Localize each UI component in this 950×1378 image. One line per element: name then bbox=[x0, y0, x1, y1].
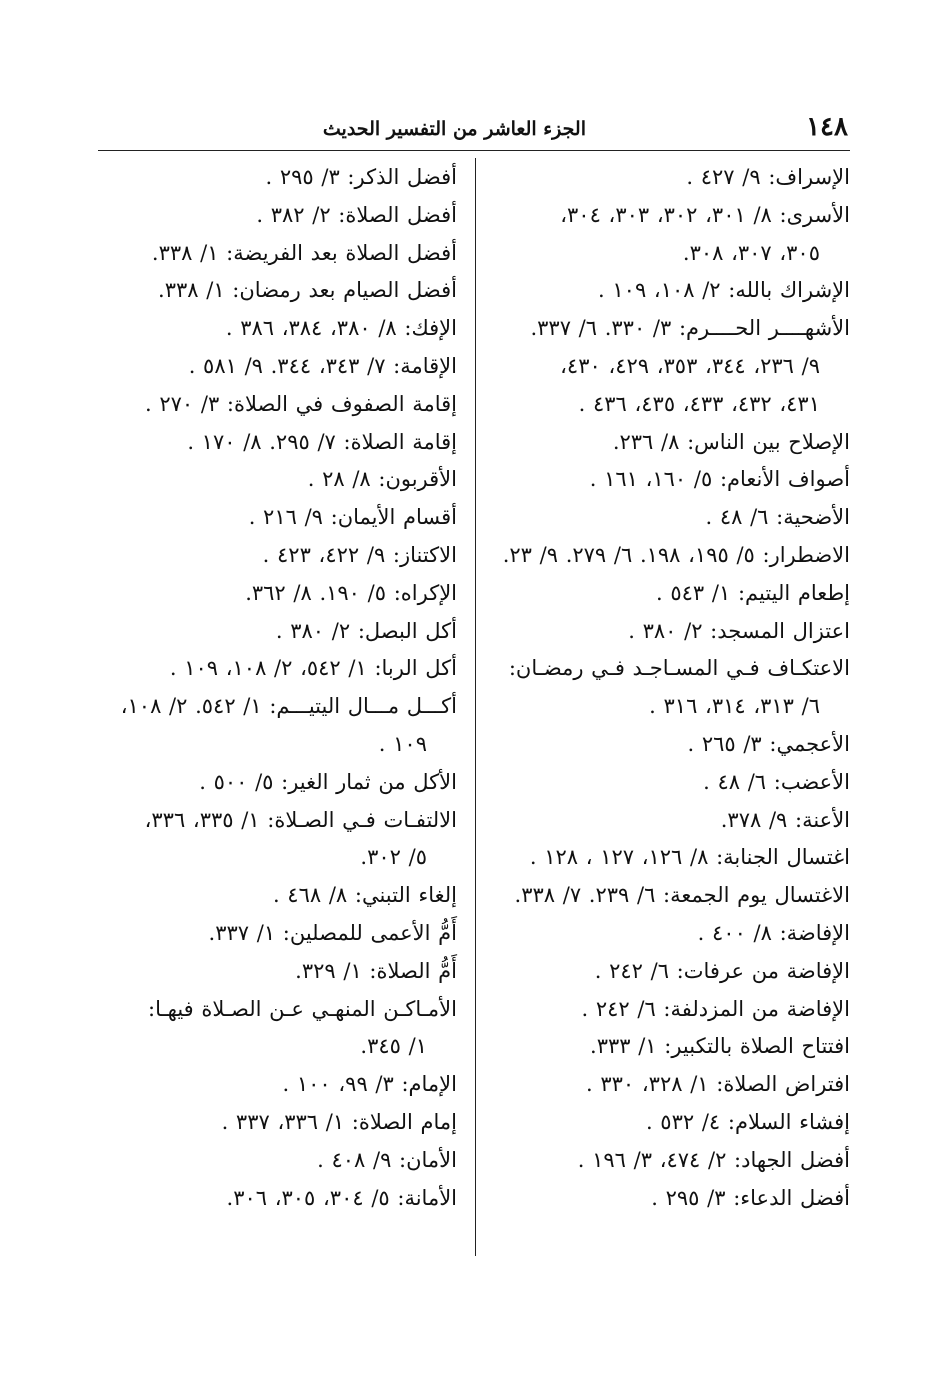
index-entry-line: الإفاضة من المزدلفة: ٦/ ٢٤٢ . bbox=[581, 996, 850, 1021]
index-entry-line: الأضحية: ٦/ ٤٨ . bbox=[705, 505, 850, 530]
index-entry-line: الأكل من ثمار الغير: ٥/ ٥٠٠ . bbox=[199, 769, 457, 794]
index-entry-line: الأمان: ٩/ ٤٠٨ . bbox=[317, 1147, 457, 1172]
index-entry-line: الاضطرار: ٥/ ١٩٥، ١٩٨. ٦/ ٢٧٩. ٩/ ٢٣. bbox=[502, 542, 850, 567]
index-entry-line: أكل البصل: ٢/ ٣٨٠ . bbox=[275, 618, 457, 643]
index-entry bbox=[95, 650, 457, 688]
index-entry bbox=[490, 197, 850, 273]
index-entry bbox=[490, 1142, 850, 1180]
page-header bbox=[98, 112, 848, 146]
index-entry-line: إلغاء التبني: ٨/ ٤٦٨ . bbox=[272, 883, 457, 908]
index-entry bbox=[95, 1104, 457, 1142]
index-entry bbox=[95, 310, 457, 348]
index-entry-line: أَمُّ الصلاة: ١/ ٣٢٩. bbox=[295, 958, 457, 983]
index-entry-line: الإفاضة من عرفات: ٦/ ٢٤٢ . bbox=[594, 958, 850, 983]
index-entry bbox=[95, 272, 457, 310]
index-entry-line: إمام الصلاة: ١/ ٣٣٦، ٣٣٧ . bbox=[221, 1109, 457, 1134]
index-entry-line: أفضل الصيام بعد رمضان: ١/ ٣٣٨. bbox=[158, 278, 457, 303]
index-entry-line: أفضل الجهاد: ٢/ ٤٧٤، ٣/ ١٩٦ . bbox=[577, 1147, 850, 1172]
header-rule bbox=[98, 150, 850, 151]
index-entry-line: إقامة الصفوف في الصلاة: ٣/ ٢٧٠ . bbox=[144, 391, 457, 416]
index-entry bbox=[95, 386, 457, 424]
index-entry bbox=[490, 839, 850, 877]
index-entry bbox=[95, 159, 457, 197]
index-entry-line: الإصلاح بين الناس: ٨/ ٢٣٦. bbox=[612, 429, 850, 454]
index-entry-line: الإفك: ٨/ ٣٨٠، ٣٨٤، ٣٨٦ . bbox=[225, 316, 457, 341]
index-entry bbox=[490, 991, 850, 1029]
index-entry bbox=[490, 877, 850, 915]
index-entry-line: الاغتسال يوم الجمعة: ٦/ ٢٣٩. ٧/ ٣٣٨. bbox=[514, 883, 850, 908]
index-entry-line: أفضل الدعاء: ٣/ ٢٩٥ . bbox=[651, 1185, 850, 1210]
index-entry bbox=[95, 915, 457, 953]
index-entry bbox=[490, 461, 850, 499]
index-entry bbox=[490, 1066, 850, 1104]
index-entry-line: الإكراه: ٥/ ١٩٠. ٨/ ٣٦٢. bbox=[245, 580, 457, 605]
index-entry bbox=[95, 613, 457, 651]
index-entry-line: الإمام: ٣/ ٩٩، ١٠٠ . bbox=[282, 1072, 457, 1097]
index-entry bbox=[95, 688, 457, 764]
index-entry-line: اعتزال المسجد: ٢/ ٣٨٠ . bbox=[628, 618, 850, 643]
index-entry bbox=[95, 991, 457, 1067]
index-entry bbox=[95, 499, 457, 537]
index-entry bbox=[490, 424, 850, 462]
index-entry-line: الأعجمي: ٣/ ٢٦٥ . bbox=[687, 731, 850, 756]
index-entry bbox=[490, 915, 850, 953]
index-entry-line: الإسراف: ٩/ ٤٢٧ . bbox=[686, 165, 850, 189]
index-entry-continuation: ١/ ٣٤٥. bbox=[360, 1034, 427, 1059]
index-entry-continuation: ٥/ ٣٠٢. bbox=[360, 845, 427, 870]
index-entry bbox=[95, 197, 457, 235]
index-entry-continuation: ٩/ ٢٣٦، ٣٤٤، ٣٥٣، ٤٢٩، ٤٣٠، bbox=[560, 353, 820, 378]
index-entry-line: الأقربون: ٨/ ٢٨ . bbox=[307, 467, 457, 492]
index-entry bbox=[95, 764, 457, 802]
index-entry-line: افتتاح الصلاة بالتكبير: ١/ ٣٣٣. bbox=[590, 1034, 850, 1059]
index-entry bbox=[95, 424, 457, 462]
index-entry bbox=[95, 1066, 457, 1104]
index-entry-line: الأعضب: ٦/ ٤٨ . bbox=[703, 769, 850, 794]
index-entry-line: اغتسال الجنابة: ٨/ ١٢٦، ١٢٧ ، ١٢٨ . bbox=[529, 845, 850, 870]
index-entry bbox=[490, 802, 850, 840]
index-entry bbox=[490, 726, 850, 764]
index-entry-line: أصواف الأنعام: ٥/ ١٦٠، ١٦١ . bbox=[589, 467, 850, 492]
index-entry-line: أقسام الأيمان: ٩/ ٢١٦ . bbox=[248, 505, 457, 530]
index-entry bbox=[490, 1104, 850, 1142]
index-entry bbox=[490, 310, 850, 423]
index-entry bbox=[490, 159, 850, 197]
index-entry bbox=[95, 348, 457, 386]
page-number: ١٤٨ bbox=[806, 112, 848, 142]
index-entry-line: إطعام اليتيم: ١/ ٥٤٣ . bbox=[656, 580, 850, 605]
index-entry-line: افتراض الصلاة: ١/ ٣٢٨، ٣٣٠ . bbox=[586, 1072, 850, 1097]
index-entry-line: الإفاضة: ٨/ ٤٠٠ . bbox=[697, 920, 850, 945]
index-entry bbox=[490, 499, 850, 537]
index-entry bbox=[490, 575, 850, 613]
index-entry bbox=[490, 537, 850, 575]
index-entry bbox=[490, 272, 850, 310]
index-entry-line: الالتفـات فـي الصـلاة: ١/ ٣٣٥، ٣٣٦، bbox=[144, 807, 457, 832]
index-entry-line: أكل الربا: ١/ ٥٤٢، ٢/ ١٠٨، ١٠٩ . bbox=[169, 656, 457, 681]
index-entry bbox=[95, 1180, 457, 1218]
index-column-left bbox=[95, 159, 457, 1217]
index-entry-line: أَمُّ الأعمى للمصلين: ١/ ٣٣٧. bbox=[208, 920, 457, 945]
index-entry bbox=[490, 1028, 850, 1066]
index-entry bbox=[95, 537, 457, 575]
index-entry-line: الأسرى: ٨/ ٣٠١، ٣٠٢، ٣٠٣، ٣٠٤، bbox=[560, 202, 850, 227]
index-entry bbox=[490, 613, 850, 651]
index-entry-line: أفضل الذكر: ٣/ ٢٩٥ . bbox=[265, 165, 457, 189]
index-entry bbox=[95, 877, 457, 915]
index-entry-line: الأمانة: ٥/ ٣٠٤، ٣٠٥، ٣٠٦. bbox=[226, 1185, 457, 1210]
index-entry-line: إفشاء السلام: ٤/ ٥٣٢ . bbox=[645, 1109, 850, 1134]
index-entry-continuation: ٦/ ٣١٣، ٣١٤، ٣١٦ . bbox=[649, 694, 820, 719]
index-entry-continuation: ٣٠٥، ٣٠٧، ٣٠٨. bbox=[682, 240, 820, 265]
running-title: الجزء العاشر من التفسير الحديث bbox=[322, 118, 586, 140]
index-entry bbox=[490, 1180, 850, 1218]
index-entry-line: أكـــل مـــال اليتيـــم: ١/ ٥٤٢. ٢/ ١٠٨، bbox=[120, 694, 457, 719]
index-entry bbox=[95, 953, 457, 991]
index-entry bbox=[95, 235, 457, 273]
index-entry-continuation: ١٠٩ . bbox=[378, 731, 427, 756]
index-entry-line: أفضل الصلاة: ٢/ ٣٨٢ . bbox=[256, 202, 457, 227]
index-column-right bbox=[490, 159, 850, 1217]
index-entry-line: الأمـاكـن المنهـي عـن الصـلاة فيهـا: bbox=[148, 996, 457, 1021]
index-entry-line: الإقامة: ٧/ ٣٤٣، ٣٤٤. ٩/ ٥٨١ . bbox=[188, 353, 457, 378]
index-entry bbox=[95, 802, 457, 878]
index-entry-line: الاعتكـاف فـي المسـاجـد فـي رمضـان: bbox=[508, 656, 850, 681]
index-entry bbox=[490, 953, 850, 991]
index-entry bbox=[95, 1142, 457, 1180]
index-entry-line: إقامة الصلاة: ٧/ ٢٩٥. ٨/ ١٧٠ . bbox=[187, 429, 457, 454]
column-divider bbox=[475, 158, 476, 1256]
index-entry-line: الأعنة: ٩/ ٣٧٨. bbox=[720, 807, 850, 832]
index-entry-continuation: ٤٣١، ٤٣٢، ٤٣٣، ٤٣٥، ٤٣٦ . bbox=[578, 391, 820, 416]
index-entry bbox=[490, 764, 850, 802]
index-entry-line: الإشراك بالله: ٢/ ١٠٨، ١٠٩ . bbox=[598, 278, 850, 303]
index-entry-line: الاكتناز: ٩/ ٤٢٢، ٤٢٣ . bbox=[262, 542, 457, 567]
index-entry bbox=[95, 461, 457, 499]
index-entry-line: الأشهــــر الحــــرم: ٣/ ٣٣٠. ٦/ ٣٣٧. bbox=[530, 316, 850, 341]
index-entry-line: أفضل الصلاة بعد الفريضة: ١/ ٣٣٨. bbox=[151, 240, 457, 265]
index-entry bbox=[490, 650, 850, 726]
index-entry bbox=[95, 575, 457, 613]
